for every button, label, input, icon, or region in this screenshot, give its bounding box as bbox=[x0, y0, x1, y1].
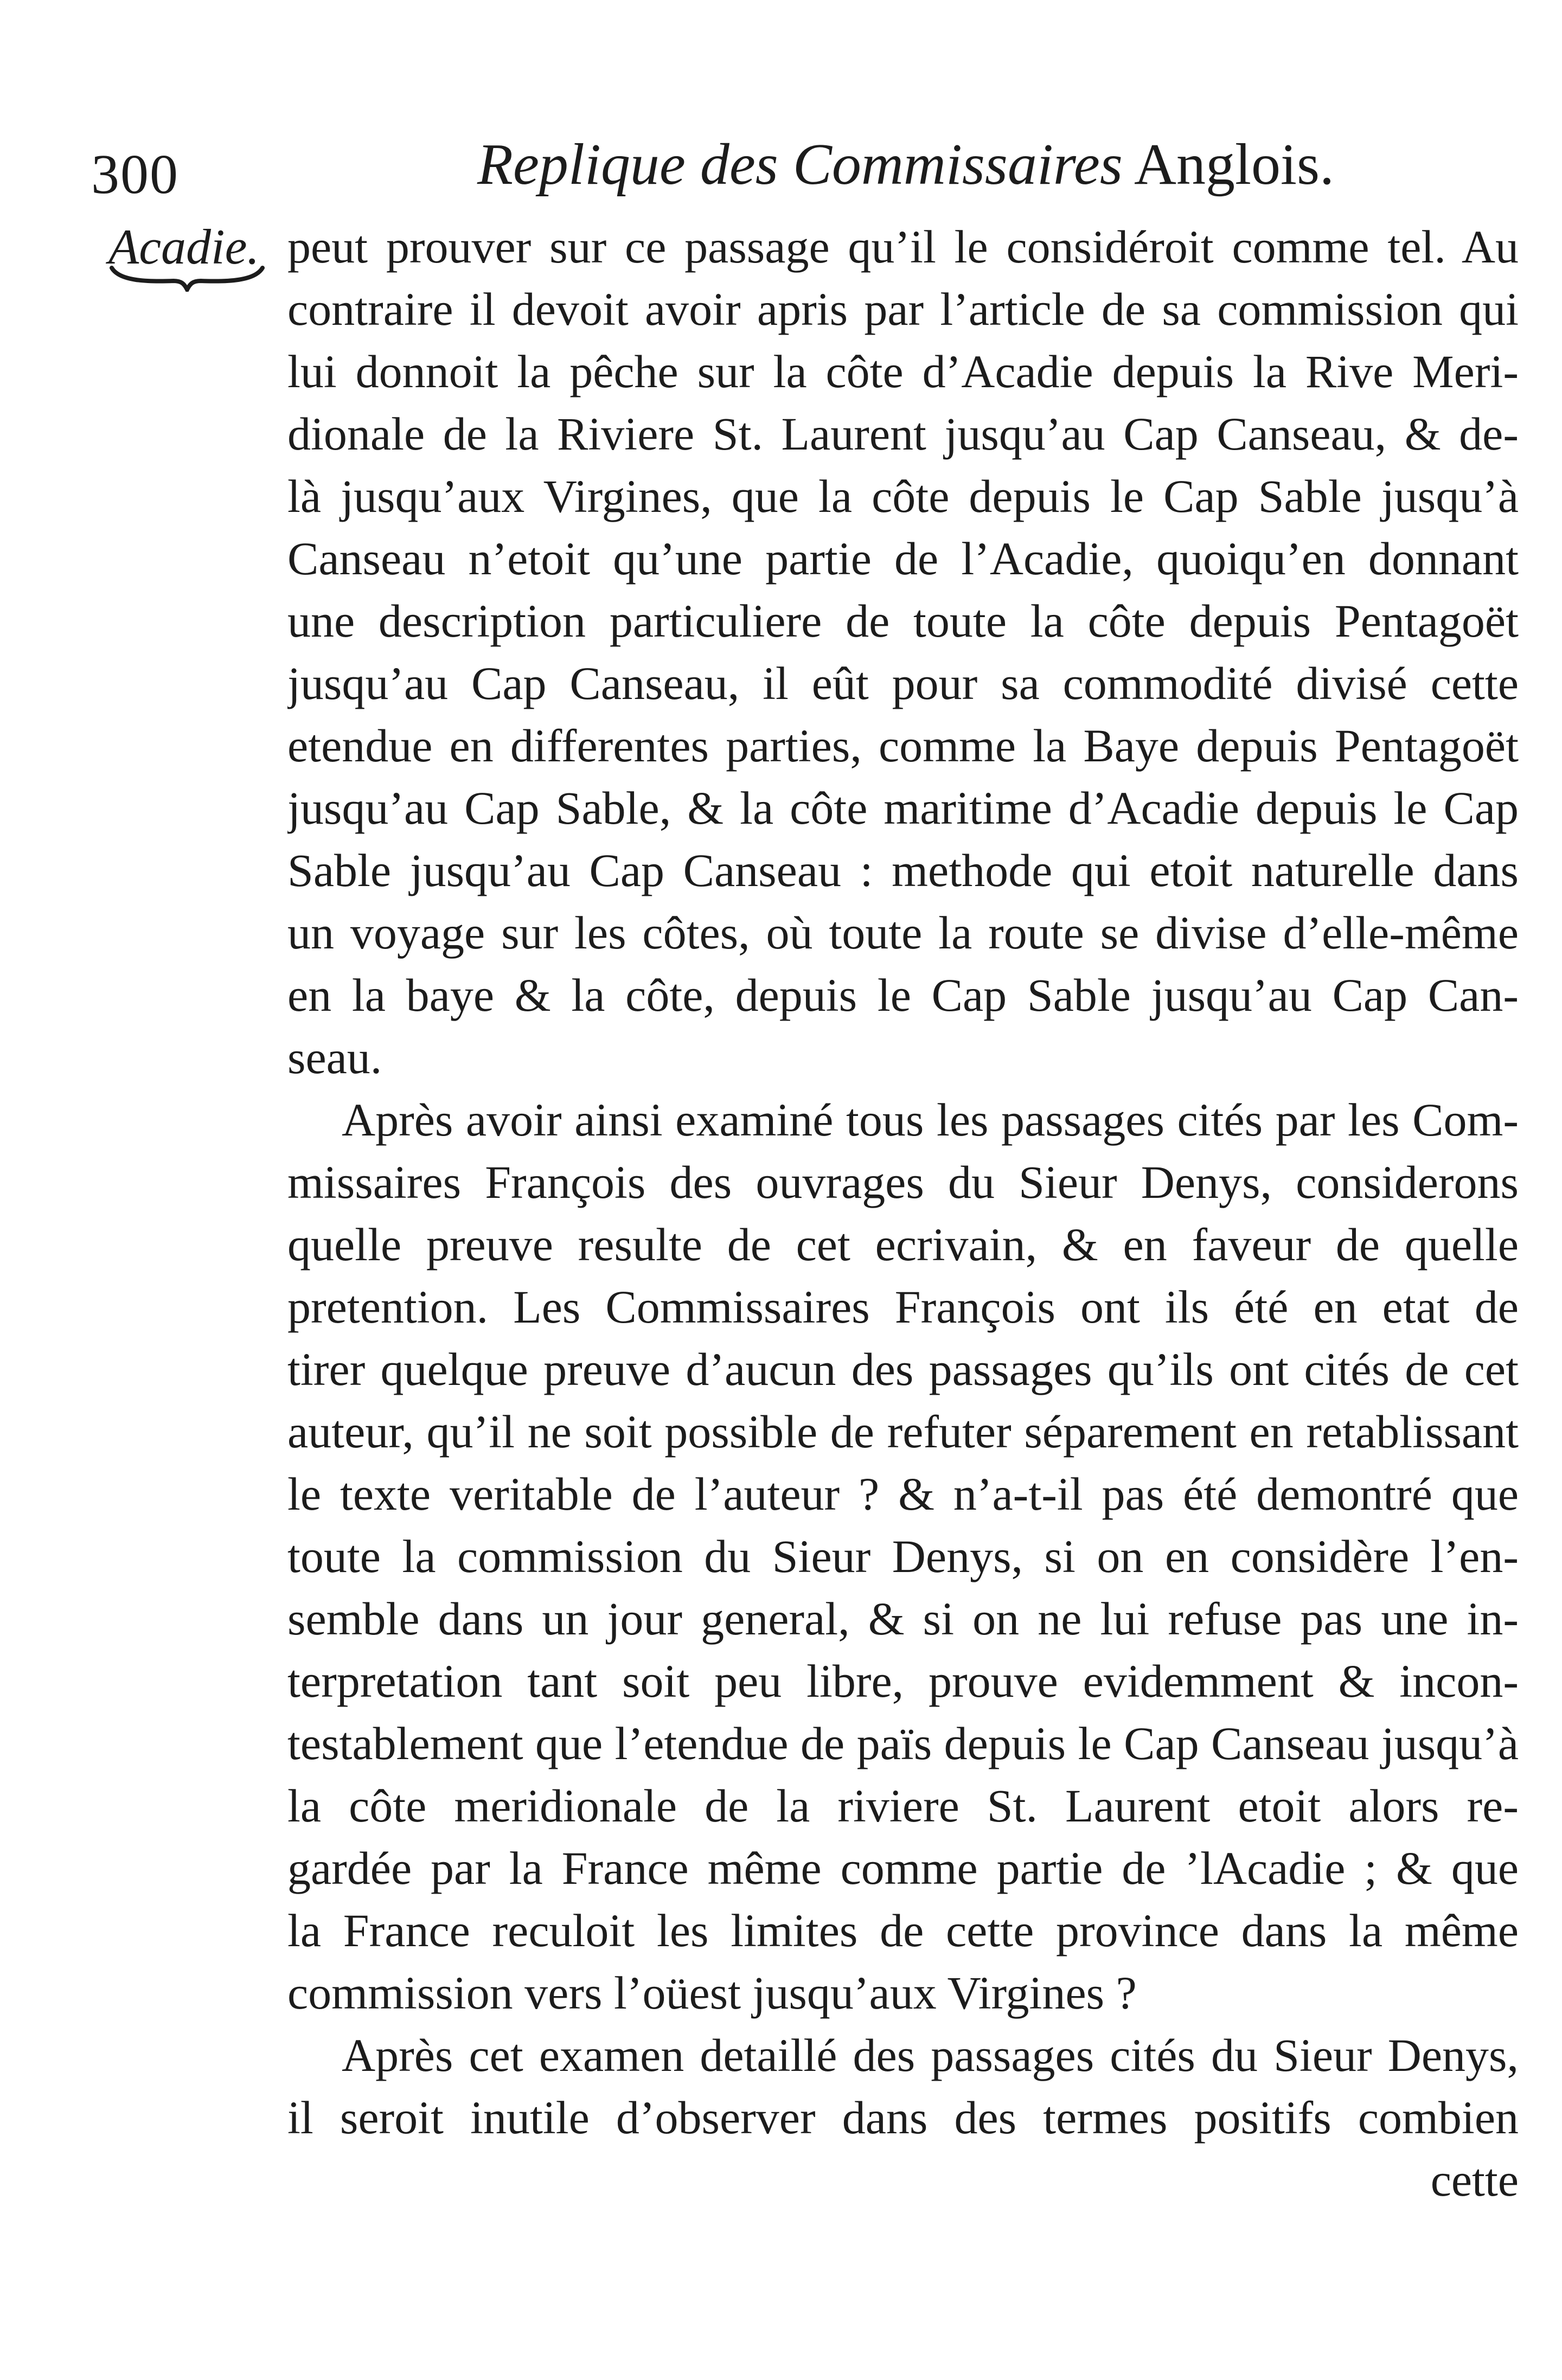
running-head-roman: Anglois. bbox=[1134, 132, 1334, 197]
text-line: le texte veritable de l’auteur ? & n’a-t-il pas été demontré que bbox=[287, 1468, 1519, 1520]
paragraph-start-line: Après cet examen detaillé des passages cités du Sieur Denys, bbox=[342, 2029, 1519, 2081]
paragraph-start-line: Après avoir ainsi examiné tous les passages cités par les Com- bbox=[342, 1094, 1519, 1146]
running-head-italic: Replique des Commissaires bbox=[477, 132, 1123, 197]
text-line: toute la commission du Sieur Denys, si on en considère l’en- bbox=[287, 1530, 1519, 1582]
text-line: jusqu’au Cap Canseau, il eût pour sa commodité divisé cette bbox=[287, 657, 1519, 709]
text-line: la France reculoit les limites de cette province dans la même bbox=[287, 1904, 1519, 1956]
text-line: Sable jusqu’au Cap Canseau : methode qui etoit naturelle dans bbox=[287, 844, 1519, 896]
text-line: testablement que l’etendue de païs depuis le Cap Canseau jusqu’à bbox=[287, 1717, 1519, 1769]
body-text bbox=[287, 216, 1519, 2211]
text-line: en la baye & la côte, depuis le Cap Sable jusqu’au Cap Can- bbox=[287, 969, 1519, 1021]
text-line: Canseau n’etoit qu’une partie de l’Acadie, quoiqu’en donnant bbox=[287, 533, 1519, 585]
text-line: là jusqu’aux Virgines, que la côte depuis le Cap Sable jusqu’à bbox=[287, 470, 1519, 522]
text-line: tirer quelque preuve d’aucun des passages qu’ils ont cités de cet bbox=[287, 1343, 1519, 1395]
text-line: un voyage sur les côtes, où toute la route se divise d’elle-même bbox=[287, 907, 1519, 959]
text-line: gardée par la France même comme partie de ’lAcadie ; & que bbox=[287, 1842, 1519, 1894]
text-line: etendue en differentes parties, comme la Baye depuis Pentagoët bbox=[287, 720, 1519, 772]
text-line: la côte meridionale de la riviere St. Laurent etoit alors re- bbox=[287, 1780, 1519, 1832]
margin-brace-ornament bbox=[108, 265, 266, 292]
text-line: terpretation tant soit peu libre, prouve evidemment & incon- bbox=[287, 1655, 1519, 1707]
page-number: 300 bbox=[91, 143, 179, 206]
text-line: pretention. Les Commissaires François ont ils été en etat de bbox=[287, 1281, 1519, 1333]
text-line: missaires François des ouvrages du Sieur Denys, considerons bbox=[287, 1156, 1519, 1208]
catchword: cette bbox=[1430, 2154, 1519, 2206]
text-line: contraire il devoit avoir apris par l’article de sa commission qui bbox=[287, 283, 1519, 335]
text-line: il seroit inutile d’observer dans des termes positifs combien bbox=[287, 2092, 1519, 2144]
margin-note: Acadie. bbox=[108, 219, 260, 274]
text-line: seau. bbox=[287, 1031, 382, 1083]
text-line: une description particuliere de toute la côte depuis Pentagoët bbox=[287, 595, 1519, 647]
text-line: jusqu’au Cap Sable, & la côte maritime d’Acadie depuis le Cap bbox=[287, 782, 1519, 834]
text-line: auteur, qu’il ne soit possible de refuter séparement en retablissant bbox=[287, 1406, 1519, 1458]
text-line: semble dans un jour general, & si on ne lui refuse pas une in- bbox=[287, 1593, 1519, 1645]
text-line: dionale de la Riviere St. Laurent jusqu’au Cap Canseau, & de- bbox=[287, 408, 1519, 460]
text-line: peut prouver sur ce passage qu’il le considéroit comme tel. Au bbox=[287, 221, 1519, 273]
text-line: lui donnoit la pêche sur la côte d’Acadie depuis la Rive Meri- bbox=[287, 345, 1519, 397]
text-line: commission vers l’oüest jusqu’aux Virgines ? bbox=[287, 1967, 1137, 2019]
text-line: quelle preuve resulte de cet ecrivain, & en faveur de quelle bbox=[287, 1218, 1519, 1271]
running-head bbox=[477, 131, 1334, 198]
